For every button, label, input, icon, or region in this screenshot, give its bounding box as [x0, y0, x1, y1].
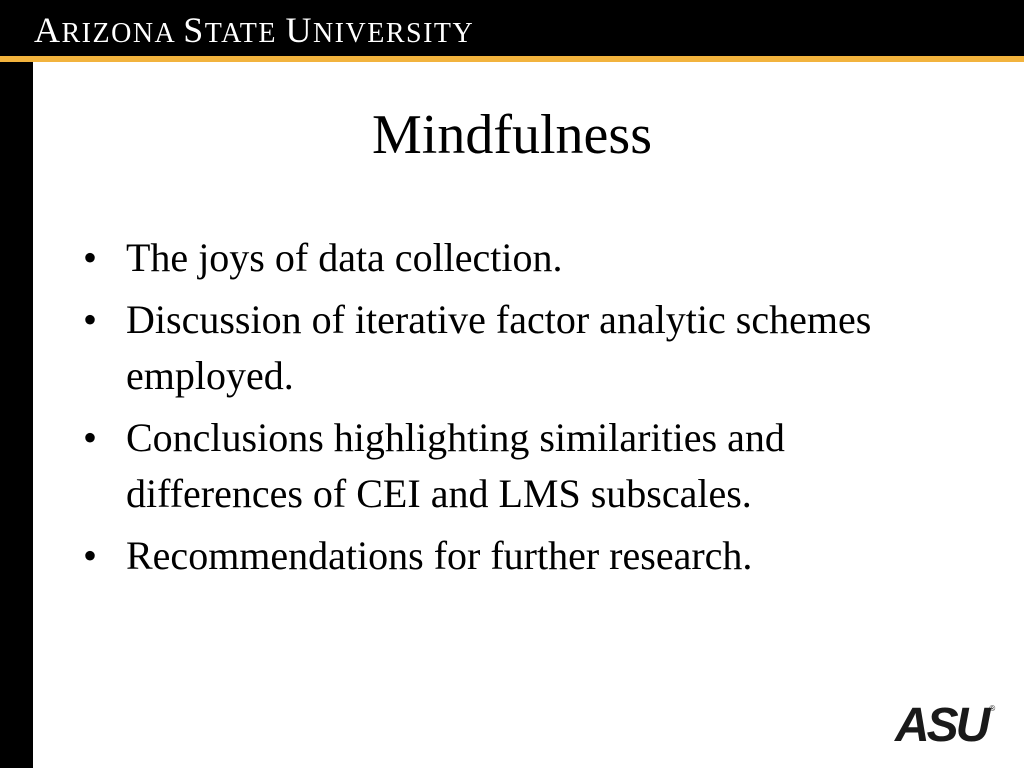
bullet-icon: • [83, 235, 98, 280]
slide-title: Mindfulness [372, 104, 652, 166]
bullet-icon: • [83, 533, 98, 578]
left-sidebar-bar [0, 62, 33, 768]
bullet-item [83, 230, 913, 286]
bullet-list [83, 230, 913, 590]
university-name-part-2: TATE [204, 18, 286, 49]
asu-logo [895, 700, 1005, 750]
bullet-text: Recommendations for further research. [126, 533, 753, 578]
gold-accent-stripe [0, 56, 1024, 62]
university-name-part-3: NIVERSITY [312, 18, 475, 49]
university-name-initial-1: A [34, 10, 62, 50]
university-name-part-1: RIZONA [61, 18, 184, 49]
asu-logo-text: ASU [895, 699, 988, 752]
bullet-item [83, 410, 913, 522]
bullet-text: Discussion of iterative factor analytic schemes employed. [126, 297, 872, 398]
bullet-item [83, 292, 913, 404]
bullet-item [83, 528, 913, 584]
bullet-icon: • [83, 297, 98, 342]
header-bar [0, 0, 1024, 56]
bullet-icon: • [83, 415, 98, 460]
university-name [34, 10, 474, 54]
bullet-text: The joys of data collection. [126, 235, 563, 280]
bullet-text: Conclusions highlighting similarities and differences of CEI and LMS subscales. [126, 415, 785, 516]
university-name-initial-2: S [183, 10, 205, 50]
registered-mark-icon: ® [989, 704, 996, 713]
university-name-initial-3: U [285, 10, 313, 50]
